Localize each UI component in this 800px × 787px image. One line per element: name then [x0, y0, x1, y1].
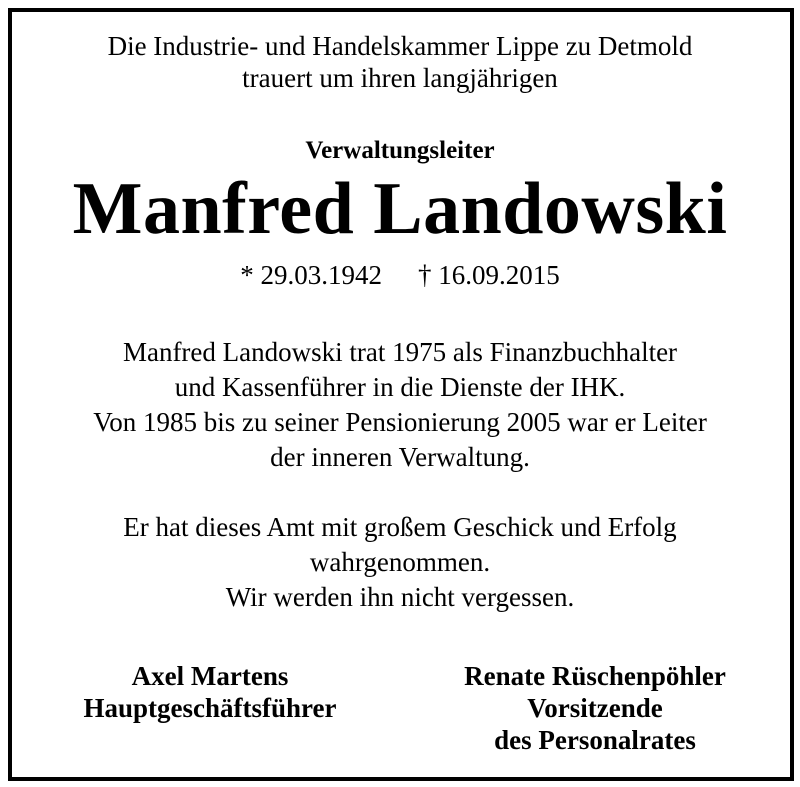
- signatory-title: Hauptgeschäftsführer: [83, 693, 337, 723]
- role-title: Verwaltungsleiter: [305, 137, 495, 164]
- deceased-name: Manfred Landowski: [72, 168, 728, 250]
- intro-text: [0, 30, 800, 94]
- signature-block-managing-director: [40, 660, 380, 724]
- signatory-title: Vorsitzende: [527, 693, 663, 723]
- biography-line: Manfred Landowski trat 1975 als Finanzbuchhalter: [122, 337, 678, 367]
- biography-line: Von 1985 bis zu seiner Pensionierung 2005 war er Leiter: [93, 407, 707, 437]
- signatory-name: Renate Rüschenpöhler: [464, 661, 726, 691]
- closing-line: Wir werden ihn nicht vergessen.: [225, 582, 575, 612]
- biography-line: und Kassenführer in die Dienste der IHK.: [174, 372, 626, 402]
- signatory-title: des Personalrates: [494, 725, 696, 755]
- signatory-name: Axel Martens: [131, 661, 289, 691]
- biography: [0, 335, 800, 475]
- birth-date: * 29.03.1942: [240, 260, 382, 290]
- intro-line: trauert um ihren langjährigen: [242, 63, 558, 93]
- death-date: † 16.09.2015: [418, 260, 560, 290]
- signature-block-staff-council: [420, 660, 770, 756]
- life-dates: [0, 259, 800, 291]
- closing-line: wahrgenommen.: [309, 547, 491, 577]
- closing-text: [0, 510, 800, 615]
- closing-line: Er hat dieses Amt mit großem Geschick und Erfolg: [123, 512, 677, 542]
- intro-line: Die Industrie- und Handelskammer Lippe zu Detmold: [107, 31, 693, 61]
- biography-line: der inneren Verwaltung.: [270, 442, 530, 472]
